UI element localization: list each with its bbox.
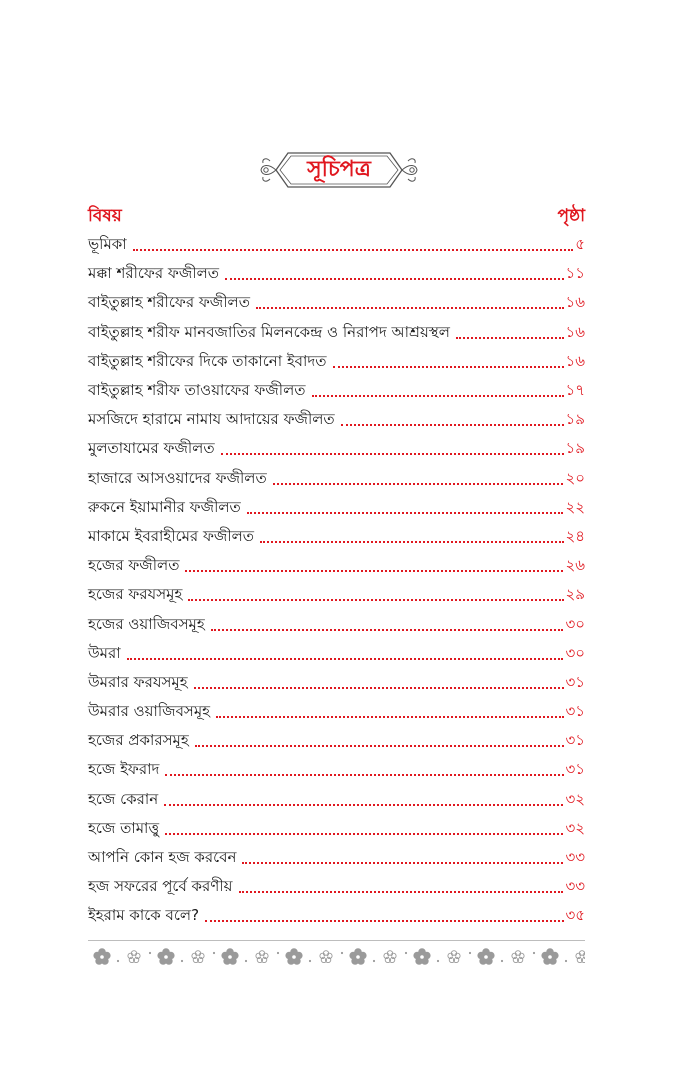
- dot-leader: [221, 453, 564, 455]
- toc-entry-title: বাইতুল্লাহ শরীফের দিকে তাকানো ইবাদত: [88, 351, 327, 370]
- toc-entry-title: উমরা: [88, 643, 121, 662]
- toc-entry: [88, 231, 585, 260]
- toc-entry-page: ১১: [565, 264, 585, 283]
- toc-entry-page: ১৬: [565, 351, 585, 370]
- toc-entry-title: হজের ফরযসমূহ: [88, 585, 183, 604]
- dot-leader: [188, 599, 563, 601]
- flower-icon: [512, 951, 535, 963]
- page-heading: পৃষ্ঠা: [557, 206, 585, 226]
- toc-entry-page: ১৬: [565, 293, 585, 312]
- flower-icon: [541, 948, 567, 965]
- dot-leader: [256, 307, 564, 309]
- dot-leader: [242, 862, 563, 864]
- flower-border-icon: [88, 941, 585, 973]
- toc-entry-title: হজে তামাত্তু: [88, 818, 160, 837]
- toc-entry-title: হজে ইফরাদ: [88, 760, 160, 779]
- toc-entry-title: বাইতুল্লাহ শরীফ তাওয়াফের ফজীলত: [88, 381, 306, 400]
- dot-leader: [239, 891, 564, 893]
- toc-entry-title: ভূমিকা: [88, 235, 127, 254]
- toc-entry: [88, 873, 585, 902]
- flower-icon: [477, 948, 503, 965]
- toc-entry-title: ইহরাম কাকে বলে?: [88, 906, 200, 925]
- toc-entry-page: ২৯: [565, 585, 585, 604]
- toc-entry-title: হজের প্রকারসমূহ: [88, 731, 189, 750]
- toc-entry: [88, 319, 585, 348]
- toc-entry: [88, 698, 585, 727]
- flower-icon: [349, 948, 375, 965]
- toc-entry: [88, 756, 585, 785]
- toc-entry-page: ১৭: [565, 381, 585, 400]
- toc-entry: [88, 727, 585, 756]
- toc-entry-page: ৫: [575, 235, 585, 254]
- dot-leader: [195, 745, 564, 747]
- toc-entry: [88, 435, 585, 464]
- toc-entry-title: হাজারে আসওয়াদের ফজীলত: [88, 468, 267, 487]
- flower-icon: [221, 948, 247, 965]
- dot-leader: [133, 249, 574, 251]
- toc-entry-page: ৩০: [565, 614, 585, 633]
- toc-entry: [88, 902, 585, 931]
- toc-entry-title: হজের ওয়াজিবসমূহ: [88, 614, 205, 633]
- flower-icon: [256, 951, 279, 963]
- dot-leader: [165, 774, 563, 776]
- toc-entry-page: ৩১: [565, 760, 585, 779]
- dot-leader: [333, 366, 564, 368]
- toc-entry-title: মাকামে ইবরাহীমের ফজীলত: [88, 526, 255, 545]
- toc-entry-title: মুলতাযামের ফজীলত: [88, 439, 215, 458]
- toc-entry-page: ২৬: [565, 556, 585, 575]
- toc-entry: [88, 786, 585, 815]
- toc-entry: [88, 523, 585, 552]
- toc-entry-title: উমরার ফরযসমূহ: [88, 672, 188, 691]
- flower-icon: [384, 951, 407, 963]
- toc-entry: [88, 669, 585, 698]
- dot-leader: [211, 629, 564, 631]
- dot-leader: [205, 920, 563, 922]
- flower-icon: [576, 951, 585, 963]
- toc-entry: [88, 581, 585, 610]
- toc-entry: [88, 377, 585, 406]
- flower-icon: [128, 951, 151, 963]
- toc-entry-title: হজে কেরান: [88, 789, 159, 808]
- toc-entry-title: উমরার ওয়াজিবসমূহ: [88, 702, 211, 721]
- flower-icon: [448, 951, 471, 963]
- toc-entry-page: ১৬: [565, 322, 585, 341]
- toc-entry-page: ৩১: [565, 702, 585, 721]
- toc-entry-page: ৩২: [565, 789, 585, 808]
- toc-entry: [88, 610, 585, 639]
- toc-entry: [88, 406, 585, 435]
- toc-entry-title: আপনি কোন হজ করবেন: [88, 848, 237, 867]
- toc-list: [88, 231, 585, 932]
- dot-leader: [260, 541, 563, 543]
- dot-leader: [341, 424, 564, 426]
- dot-leader: [164, 804, 563, 806]
- subject-heading: বিষয়: [88, 206, 122, 226]
- dot-leader: [216, 716, 563, 718]
- dot-leader: [312, 395, 564, 397]
- toc-entry-title: হজ সফরের পূর্বে করণীয়: [88, 877, 233, 896]
- flower-icon: [192, 951, 215, 963]
- flower-icon: [413, 948, 439, 965]
- toc-entry-title: রুকনে ইয়ামানীর ফজীলত: [88, 497, 241, 516]
- title-frame: [258, 147, 420, 193]
- toc-entry-page: ৩২: [565, 818, 585, 837]
- toc-entry-page: ৩৩: [565, 848, 585, 867]
- toc-entry: [88, 289, 585, 318]
- flower-icon: [285, 948, 311, 965]
- page-title: সূচিপত্র: [307, 156, 371, 182]
- toc-entry-page: ৩৩: [565, 877, 585, 896]
- dot-leader: [185, 570, 563, 572]
- toc-entry-title: মক্কা শরীফের ফজীলত: [88, 264, 220, 283]
- toc-entry-title: বাইতুল্লাহ শরীফ মানবজাতির মিলনকেন্দ্র ও নিরাপদ আশ্রয়স্থল: [88, 322, 450, 341]
- dot-leader: [127, 658, 564, 660]
- toc-entry: [88, 552, 585, 581]
- flower-icon: [93, 948, 119, 965]
- dot-leader: [225, 278, 564, 280]
- toc-entry-title: মসজিদে হারামে নামায আদায়ের ফজীলত: [88, 410, 335, 429]
- toc-entry-title: বাইতুল্লাহ শরীফের ফজীলত: [88, 293, 250, 312]
- toc-entry-page: ৩৫: [565, 906, 585, 925]
- toc-entry-page: ১৯: [565, 439, 585, 458]
- toc-entry-page: ১৯: [565, 410, 585, 429]
- dot-leader: [247, 512, 564, 514]
- toc-entry: [88, 494, 585, 523]
- toc-entry: [88, 260, 585, 289]
- toc-entry: [88, 844, 585, 873]
- flower-icon: [320, 951, 343, 963]
- toc-entry-page: ২২: [565, 497, 585, 516]
- dot-leader: [273, 483, 564, 485]
- toc-entry-page: ৩০: [565, 643, 585, 662]
- toc-entry: [88, 348, 585, 377]
- toc-entry-title: হজের ফজীলত: [88, 556, 180, 575]
- toc-entry-page: ২৪: [565, 526, 585, 545]
- toc-entry: [88, 465, 585, 494]
- toc-entry-page: ৩১: [565, 731, 585, 750]
- toc-entry-page: ৩১: [565, 672, 585, 691]
- dot-leader: [165, 833, 563, 835]
- toc-entry: [88, 640, 585, 669]
- flower-icon: [157, 948, 183, 965]
- toc-entry-page: ২০: [565, 468, 585, 487]
- dot-leader: [456, 337, 564, 339]
- toc-entry: [88, 815, 585, 844]
- dot-leader: [194, 687, 564, 689]
